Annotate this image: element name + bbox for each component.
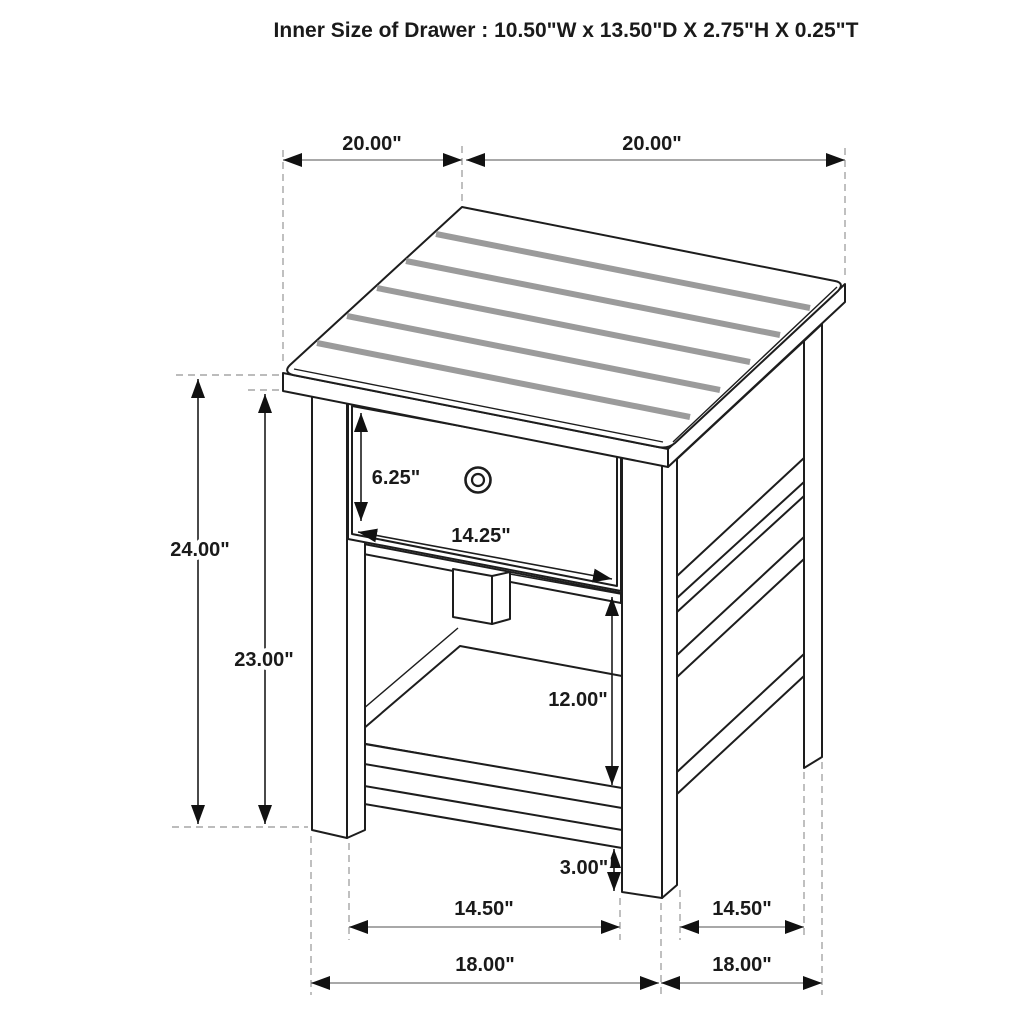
dimension-label: 24.00" [170, 539, 230, 561]
dimension-side-opening-width [680, 898, 804, 927]
dimension-label: 14.50" [712, 898, 772, 920]
right-bottom-rail [677, 654, 804, 794]
dimension-leg-height [234, 394, 294, 824]
dimension-base-width-front [311, 954, 659, 983]
dimension-label: 3.00" [559, 857, 609, 879]
front-right-leg [622, 456, 677, 898]
dimension-foot-clearance [560, 849, 614, 891]
dimension-label: 14.50" [454, 898, 514, 920]
dimension-label: 6.25" [371, 467, 421, 489]
back-right-leg [804, 324, 822, 768]
dimension-top-width-right [466, 133, 845, 160]
dimension-base-width-side [661, 954, 822, 983]
end-table-drawing [283, 207, 845, 898]
drawer-knob-inner-icon [472, 474, 484, 486]
dimension-label: 18.00" [712, 954, 772, 976]
dimension-label: 12.00" [548, 689, 608, 711]
diagram-title: Inner Size of Drawer : 10.50"W x 13.50"D X 2.75"H X 0.25"T [273, 19, 859, 42]
dimension-label: 18.00" [455, 954, 515, 976]
dimension-label: 14.25" [451, 525, 511, 547]
dimension-top-width-left [283, 133, 462, 160]
dimension-label: 23.00" [234, 649, 294, 671]
dimension-overall-height [170, 379, 230, 824]
dimension-label: 20.00" [622, 133, 682, 155]
dimension-front-opening-width [349, 898, 620, 927]
dimension-label: 20.00" [342, 133, 402, 155]
